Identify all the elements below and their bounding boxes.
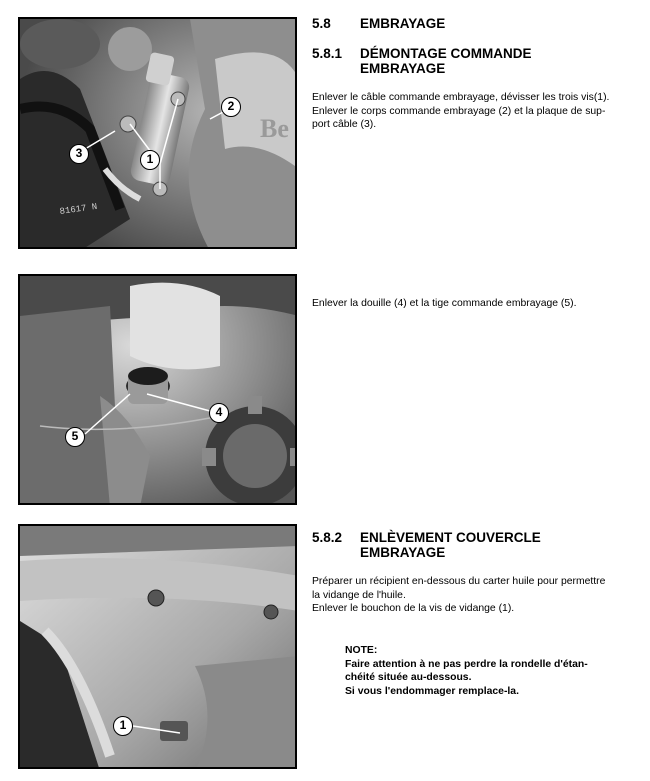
section-number: 5.8.1 [312, 46, 343, 61]
callout-4: 4 [209, 403, 229, 423]
text-line: Enlever le corps commande embrayage (2) et la plaque de sup- [312, 105, 606, 117]
section-title-line-2: EMBRAYAGE [360, 61, 446, 76]
section-5-8-1-text [312, 91, 624, 132]
section-number: 5.8 [312, 16, 331, 31]
photo-drain-plug-image [20, 526, 297, 769]
photo-drain-plug [18, 524, 297, 769]
text-line: port câble (3). [312, 119, 377, 130]
note-block [345, 644, 623, 698]
note-line: Si vous l'endommager remplace-la. [345, 685, 519, 697]
photo-clutch-control [18, 17, 297, 249]
photo-bushing-rod [18, 274, 297, 505]
section-title-line-1: DÉMONTAGE COMMANDE [360, 46, 532, 61]
callout-1-drain: 1 [113, 716, 133, 736]
note-line: Faire attention à ne pas perdre la rondelle d'étan- [345, 658, 588, 670]
section-number: 5.8.2 [312, 530, 343, 545]
text-line: Enlever le bouchon de la vis de vidange (1). [312, 603, 515, 614]
text-line: Enlever la douille (4) et la tige commande embrayage (5). [312, 298, 577, 309]
note-label: NOTE: [345, 645, 378, 656]
svg-text:Be: Be [260, 114, 289, 143]
svg-text:81617 N: 81617 N [59, 201, 98, 217]
photo-clutch-control-image [20, 19, 297, 249]
text-line: Enlever le câble commande embrayage, dévisser les trois vis(1). [312, 92, 610, 103]
callout-3: 3 [69, 144, 89, 164]
text-line: la vidange de l'huile. [312, 589, 406, 601]
step-2-text [312, 297, 624, 311]
note-line: chéité située au-dessous. [345, 672, 472, 683]
callout-5: 5 [65, 427, 85, 447]
section-title: EMBRAYAGE [360, 16, 446, 31]
section-5-8-2-text [312, 575, 624, 616]
text-line: Préparer un récipient en-dessous du carter huile pour permettre [312, 576, 606, 587]
callout-1: 1 [140, 150, 160, 170]
section-title-line-1: ENLÈVEMENT COUVERCLE [360, 530, 541, 545]
callout-2: 2 [221, 97, 241, 117]
section-title-line-2: EMBRAYAGE [360, 545, 446, 560]
photo-bushing-rod-image [20, 276, 297, 505]
